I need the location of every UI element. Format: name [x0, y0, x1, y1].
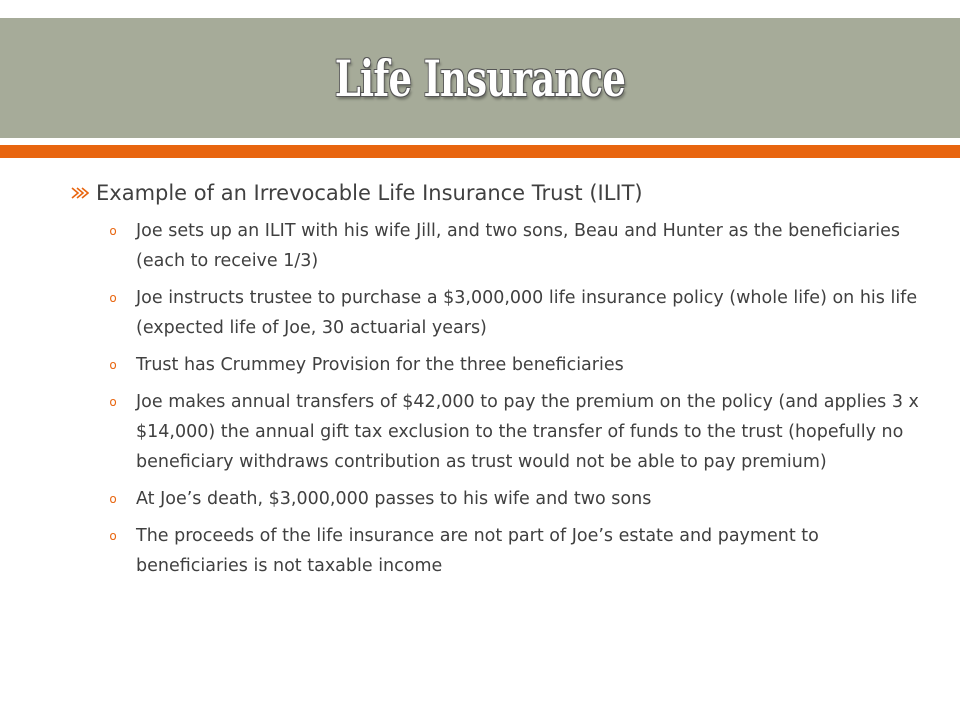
- list-item: [70, 350, 920, 380]
- main-bullet-text: Example of an Irrevocable Life Insurance Trust (ILIT): [96, 181, 643, 205]
- circle-bullet-icon: o: [109, 358, 117, 372]
- circle-bullet-icon: o: [109, 529, 117, 543]
- double-chevron-bullet-icon: [70, 176, 90, 210]
- list-item-text: Joe instructs trustee to purchase a $3,000,000 life insurance policy (whole life) on his life (expected life of Joe, 30 actuarial years): [136, 288, 918, 338]
- list-item-text: At Joe’s death, $3,000,000 passes to his wife and two sons: [136, 489, 652, 509]
- list-item-text: Joe makes annual transfers of $42,000 to pay the premium on the policy (and applies 3 x $14,000) the annual gift tax exclusion to the transfer of funds to the trust (hopefully no beneficiary withdraws contribution as trust would not be able to pay premium): [136, 392, 919, 472]
- list-item: [70, 484, 920, 514]
- main-bullet: [70, 176, 920, 210]
- slide-title: Life Insurance: [334, 49, 626, 108]
- circle-bullet-icon: o: [109, 492, 117, 506]
- sub-bullet-list: [70, 216, 920, 581]
- list-item: [70, 283, 920, 343]
- slide-content: [70, 176, 920, 588]
- list-item-text: The proceeds of the life insurance are not part of Joe’s estate and payment to beneficiaries is not taxable income: [136, 526, 819, 576]
- list-item: [70, 216, 920, 276]
- circle-bullet-icon: o: [109, 224, 117, 238]
- accent-bar: [0, 145, 960, 158]
- list-item: [70, 387, 920, 477]
- circle-bullet-icon: o: [109, 395, 117, 409]
- list-item-text: Joe sets up an ILIT with his wife Jill, and two sons, Beau and Hunter as the beneficiaries (each to receive 1/3): [136, 221, 900, 271]
- list-item-text: Trust has Crummey Provision for the three beneficiaries: [136, 355, 624, 375]
- list-item: [70, 521, 920, 581]
- circle-bullet-icon: o: [109, 291, 117, 305]
